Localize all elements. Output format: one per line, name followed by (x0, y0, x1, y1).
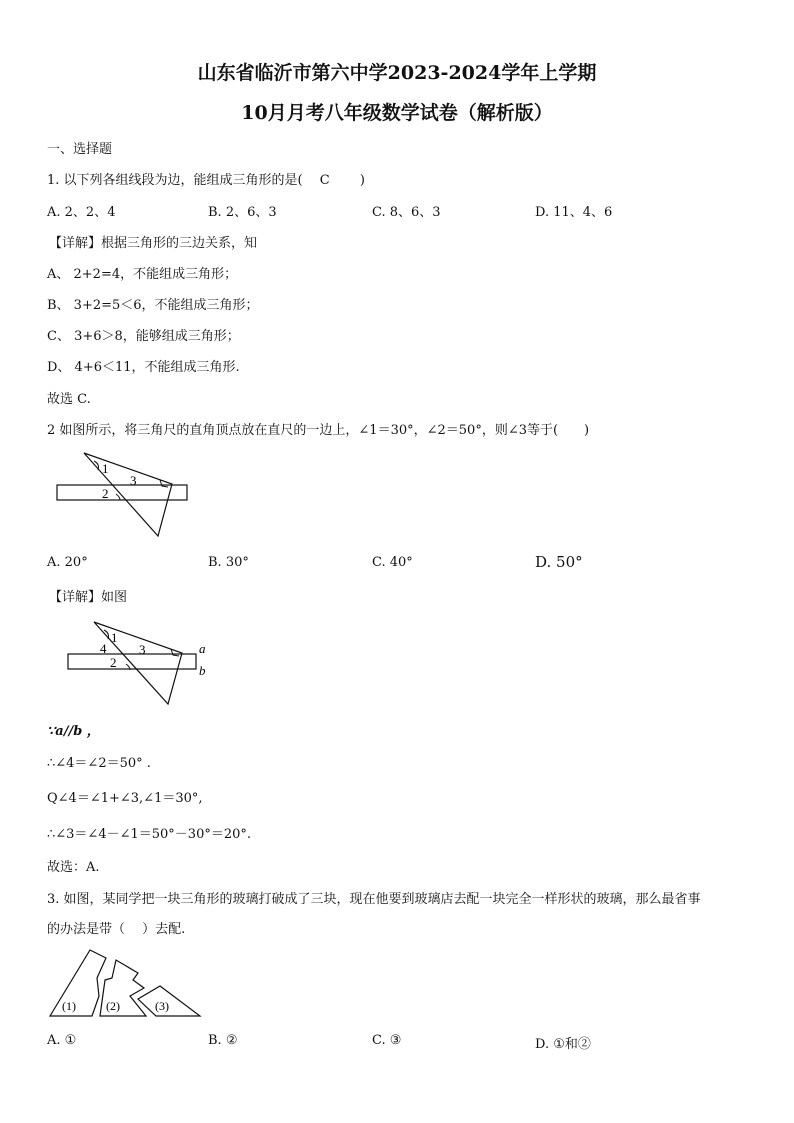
q3-stem-line2: 的办法是带（ ）去配. (47, 922, 186, 937)
q1-explain-d: D、 4+6＜11，不能组成三角形. (47, 360, 240, 375)
q2-solution-step3: ∴∠3＝∠4－∠1＝50°－30°＝20°. (47, 827, 252, 842)
q1-option-a: A. 2、2、4 (47, 205, 116, 220)
paper-title-line2: 10月月考八年级数学试卷（解析版） (241, 102, 553, 124)
q2-fig2-angle2-label: 2 (110, 655, 117, 670)
q1-explain-c: C、 3+6＞8，能够组成三角形； (47, 329, 240, 344)
q1-option-d: D. 11、4、6 (535, 205, 613, 220)
q2-fig2-angle1-label: 1 (111, 630, 118, 645)
q2-solution-step1: ∴∠4＝∠2＝50° . (47, 756, 151, 771)
paper-title-line1: 山东省临沂市第六中学2023-2024学年上学期 (197, 62, 597, 84)
q3-piece1-label: (1) (62, 999, 76, 1013)
q1-explain-b: B、 3+2=5＜6，不能组成三角形； (47, 298, 259, 313)
q1-answer: 故选 C. (47, 392, 91, 407)
q2-option-d: D. 50° (535, 553, 583, 571)
q2-fig1-angle3-label: 3 (130, 473, 137, 488)
q3-piece2-label: (2) (106, 999, 120, 1013)
q2-stem: 2 如图所示，将三角尺的直角顶点放在直尺的一边上，∠1＝30°，∠2＝50°，则∠3等于( ) (47, 423, 590, 438)
q2-option-a: A. 20° (47, 555, 88, 570)
section-heading: 一、选择题 (47, 142, 113, 157)
q1-option-c: C. 8、6、3 (372, 205, 441, 220)
q3-stem-line1: 3. 如图，某同学把一块三角形的玻璃打破成了三块，现在他要到玻璃店去配一块完全一样形状的玻璃，那么最省事 (47, 892, 701, 907)
q1-explain-a: A、 2+2=4，不能组成三角形； (47, 267, 238, 282)
q2-solution-step2: Q∠4＝∠1+∠3,∠1＝30°, (47, 791, 203, 806)
q3-option-d: D. ①和② (535, 1037, 591, 1052)
q1-option-b: B. 2、6、3 (208, 205, 277, 220)
q2-fig2-angle3-label: 3 (139, 642, 146, 657)
q2-detail: 【详解】如图 (49, 590, 128, 605)
q2-figure-labeled (64, 618, 214, 710)
q3-option-c: C. ③ (372, 1033, 402, 1048)
q2-answer: 故选：A. (47, 860, 100, 875)
q3-piece3-label: (3) (155, 999, 169, 1013)
q2-fig2-line-a-label: a (199, 641, 206, 656)
q2-fig2-line-b-label: b (199, 663, 206, 678)
q1-stem: 1. 以下列各组线段为边，能组成三角形的是( C ) (47, 173, 365, 188)
q2-option-c: C. 40° (372, 555, 413, 570)
q2-figure-ruler-triangle (54, 450, 194, 542)
q2-option-b: B. 30° (208, 555, 249, 570)
q1-detail: 【详解】根据三角形的三边关系，知 (49, 236, 258, 251)
q2-fig1-angle1-label: 1 (102, 461, 109, 476)
q2-solution-because: ∵a//b ， (47, 724, 100, 739)
q3-figure-broken-glass (48, 946, 208, 1021)
q2-fig1-angle2-label: 2 (102, 486, 109, 501)
q2-fig2-angle4-label: 4 (100, 641, 107, 656)
q3-option-a: A. ① (47, 1033, 77, 1048)
q3-option-b: B. ② (208, 1033, 238, 1048)
